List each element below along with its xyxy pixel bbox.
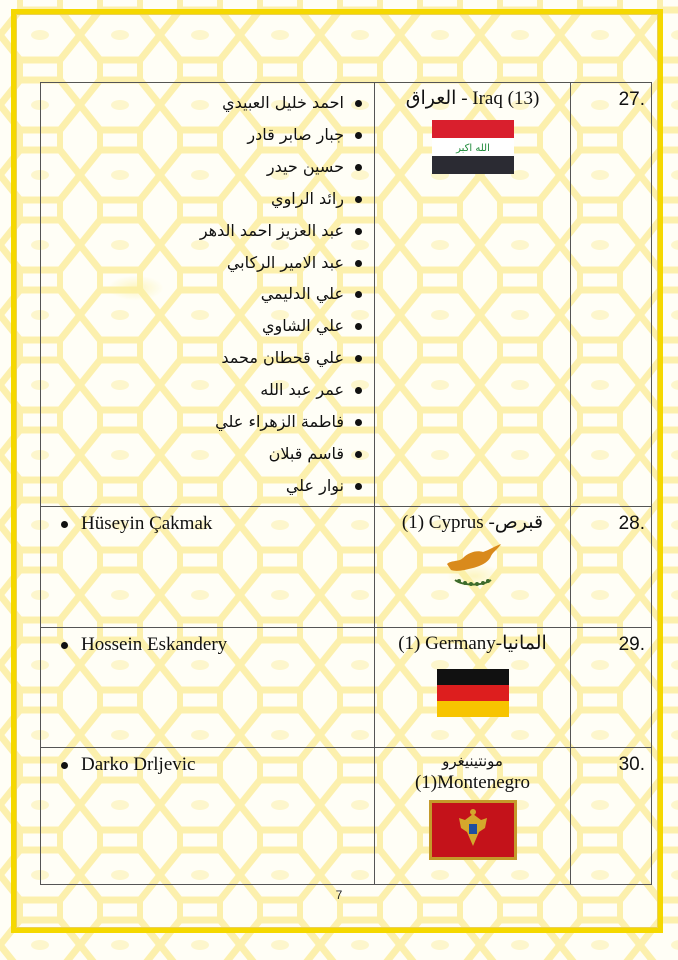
germany-flag	[437, 669, 509, 717]
names-cell	[41, 628, 375, 748]
names-cell	[41, 83, 375, 507]
country-label: (1) Cyprus -قبرص	[401, 512, 544, 533]
list-item: جبار صابر قادر	[41, 119, 362, 151]
table-row	[41, 748, 652, 885]
table-row	[41, 83, 652, 507]
list-item: عمر عبد الله	[41, 374, 362, 406]
names-list	[41, 748, 374, 778]
country-cell	[375, 507, 571, 628]
country-label: (1)Montenegro	[414, 772, 531, 793]
names-list	[41, 83, 374, 502]
participants-table	[40, 82, 652, 885]
list-item: علي قحطان محمد	[41, 342, 362, 374]
country-label: العراق - Iraq (13)	[405, 88, 540, 109]
row-number: 29.	[571, 628, 652, 748]
row-number: 28.	[571, 507, 652, 628]
list-item: احمد خليل العبيدي	[41, 87, 362, 119]
iraq-flag	[432, 120, 514, 174]
country-cell	[375, 748, 571, 885]
table-row	[41, 628, 652, 748]
names-list	[41, 628, 374, 658]
list-item: حسين حيدر	[41, 151, 362, 183]
country-cell	[375, 628, 571, 748]
list-item: علي الشاوي	[41, 310, 362, 342]
country-label: (1) Germany-المانيا	[398, 633, 547, 654]
page-number: 7	[335, 888, 343, 902]
flag-takbir: الله اكبر	[455, 143, 490, 154]
list-item: نوار علي	[41, 470, 362, 502]
cyprus-flag	[441, 542, 505, 590]
country-cell	[375, 83, 571, 507]
names-cell	[41, 507, 375, 628]
list-item: علي الدليمي	[41, 278, 362, 310]
names-cell	[41, 748, 375, 885]
row-number: 27.	[571, 83, 652, 507]
list-item: Hossein Eskandery	[81, 632, 374, 658]
list-item: رائد الراوي	[41, 183, 362, 215]
country-label-arabic: مونتينيغرو	[442, 752, 503, 770]
list-item: Darko Drljevic	[81, 752, 374, 778]
names-list	[41, 507, 374, 537]
list-item: قاسم قبلان	[41, 438, 362, 470]
row-number: 30.	[571, 748, 652, 885]
list-item: Hüseyin Çakmak	[81, 511, 374, 537]
montenegro-flag	[429, 800, 517, 860]
table-row	[41, 507, 652, 628]
list-item: عبد الامير الركابي	[41, 247, 362, 279]
list-item: عبد العزيز احمد الدهر	[41, 215, 362, 247]
list-item: فاطمة الزهراء علي	[41, 406, 362, 438]
